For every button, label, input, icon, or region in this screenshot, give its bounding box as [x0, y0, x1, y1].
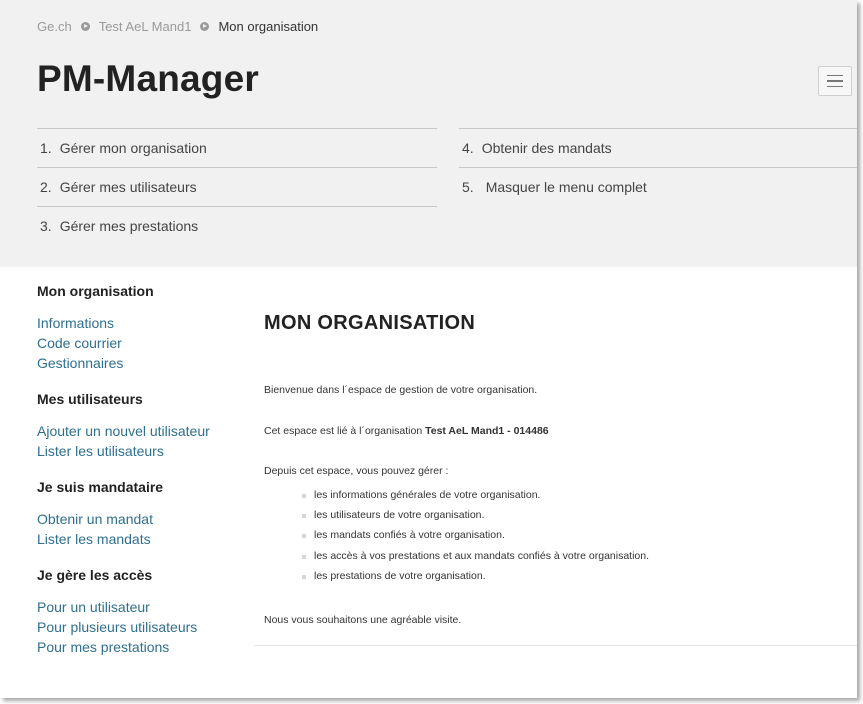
sidebar-link-code-courrier[interactable]: Code courrier — [37, 335, 122, 351]
closing-text: Nous vous souhaitons une agréable visite. — [264, 614, 462, 626]
main-nav-left — [37, 128, 437, 245]
nav-item-masquer-menu[interactable] — [459, 167, 857, 206]
nav-number: 1. — [40, 140, 52, 156]
list-item: les mandats confiés à votre organisation. — [302, 525, 649, 545]
nav-item-obtenir-mandats[interactable] — [459, 128, 857, 167]
header — [0, 0, 857, 267]
hamburger-icon — [827, 86, 843, 88]
sidebar-section-mandataire — [37, 479, 247, 549]
breadcrumb — [37, 17, 318, 35]
sidebar-section-utilisateurs — [37, 391, 247, 461]
nav-item-gerer-utilisateurs[interactable] — [37, 167, 437, 206]
sidebar-section-title: Mes utilisateurs — [37, 391, 143, 407]
sidebar-link-informations[interactable]: Informations — [37, 315, 115, 331]
sidebar-link-ajouter-utilisateur[interactable]: Ajouter un nouvel utilisateur — [37, 423, 210, 439]
sidebar-section-title: Je gère les accès — [37, 567, 153, 583]
breadcrumb-separator-icon — [200, 22, 209, 31]
nav-number: 2. — [40, 179, 52, 195]
linked-org-text — [264, 425, 549, 437]
linked-org-prefix: Cet espace est lié à l´organisation — [264, 425, 426, 437]
capabilities-intro: Depuis cet espace, vous pouvez gérer : — [264, 465, 449, 477]
nav-item-gerer-prestations[interactable] — [37, 206, 437, 245]
hamburger-icon — [827, 80, 843, 82]
sidebar-link-lister-mandats[interactable]: Lister les mandats — [37, 531, 151, 547]
sidebar-link-pour-prestations[interactable]: Pour mes prestations — [37, 639, 170, 655]
page-title: PM-Manager — [37, 58, 259, 99]
sidebar — [37, 283, 247, 675]
capabilities-list — [302, 485, 649, 586]
nav-number: 3. — [40, 218, 52, 234]
list-item: les informations générales de votre organisation. — [302, 485, 649, 505]
breadcrumb-current: Mon organisation — [218, 18, 319, 34]
nav-label: Obtenir des mandats — [481, 140, 612, 156]
list-item: les accès à vos prestations et aux mandats confiés à votre organisation. — [302, 546, 649, 566]
content-heading: MON ORGANISATION — [264, 312, 476, 334]
nav-number: 5. — [462, 179, 474, 195]
nav-label: Gérer mon organisation — [59, 140, 207, 156]
hamburger-menu-button[interactable] — [818, 66, 852, 96]
breadcrumb-link-org[interactable]: Test AeL Mand1 — [98, 18, 192, 34]
sidebar-link-lister-utilisateurs[interactable]: Lister les utilisateurs — [37, 443, 164, 459]
sidebar-link-pour-plusieurs-utilisateurs[interactable]: Pour plusieurs utilisateurs — [37, 619, 198, 635]
main-nav-right — [459, 128, 857, 206]
sidebar-section-title: Je suis mandataire — [37, 479, 164, 495]
list-item: les utilisateurs de votre organisation. — [302, 505, 649, 525]
content-divider — [254, 645, 857, 646]
sidebar-link-obtenir-mandat[interactable]: Obtenir un mandat — [37, 511, 153, 527]
list-item: les prestations de votre organisation. — [302, 566, 649, 586]
sidebar-link-gestionnaires[interactable]: Gestionnaires — [37, 355, 124, 371]
nav-number: 4. — [462, 140, 474, 156]
sidebar-section-acces — [37, 567, 247, 657]
intro-text: Bienvenue dans l´espace de gestion de votre organisation. — [264, 384, 538, 396]
linked-org-name: Test AeL Mand1 - 014486 — [425, 425, 549, 437]
nav-label: Gérer mes prestations — [59, 218, 199, 234]
nav-label: Gérer mes utilisateurs — [59, 179, 197, 195]
nav-item-gerer-organisation[interactable] — [37, 128, 437, 167]
hamburger-icon — [827, 75, 843, 77]
breadcrumb-link-gech[interactable]: Ge.ch — [37, 18, 72, 34]
main-content — [264, 312, 857, 626]
sidebar-section-title: Mon organisation — [37, 283, 154, 299]
sidebar-link-pour-utilisateur[interactable]: Pour un utilisateur — [37, 599, 150, 615]
breadcrumb-separator-icon — [81, 22, 90, 31]
sidebar-section-organisation — [37, 283, 247, 373]
nav-label: Masquer le menu complet — [485, 179, 647, 195]
